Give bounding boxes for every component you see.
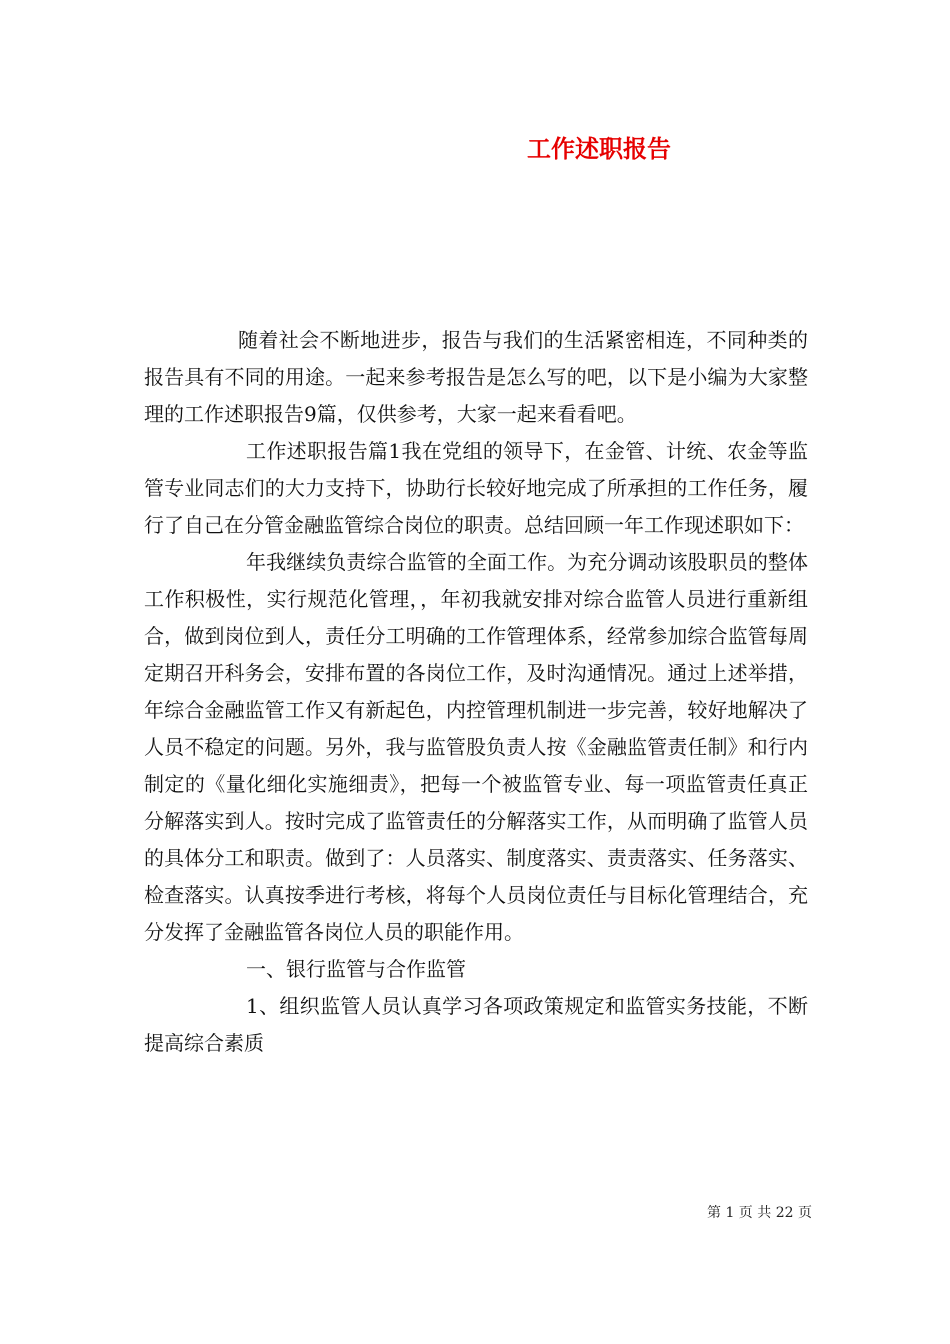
paragraph-intro: 随着社会不断地进步，报告与我们的生活紧密相连，不同种类的报告具有不同的用途。一起来参考报告是怎么写的吧，以下是小编为大家整理的工作述职报告9篇，仅供参考，大家一起来看看吧。	[144, 328, 808, 426]
section-heading-banking-supervision: 一、银行监管与合作监管	[246, 957, 466, 981]
list-item-1: 1、组织监管人员认真学习各项政策规定和监管实务技能，不断提高综合素质	[144, 994, 808, 1055]
paragraph-section-1: 工作述职报告篇1我在党组的领导下，在金管、计统、农金等监管专业同志们的大力支持下，协助行长较好地完成了所承担的工作任务，履行了自己在分管金融监管综合岗位的职责。总结回顾一年工作现述职如下：	[144, 439, 808, 537]
paragraph-year-summary: 年我继续负责综合监管的全面工作。为充分调动该股职员的整体工作积极性，实行规范化管理，，年初我就安排对综合监管人员进行重新组合，做到岗位到人，责任分工明确的工作管理体系，经常参加综合监管每周定期召开科务会，安排布置的各岗位工作，及时沟通情况。通过上述举措，年综合金融监管工作又有新起色，内控管理机制进一步完善，较好地解决了人员不稳定的问题。另外，我与监管股负责人按《金融监管责任制》和行内制定的《量化细化实施细责》，把每一个被监管专业、每一项监管责任真正分解落实到人。按时完成了监管责任的分解落实工作，从而明确了监管人员的具体分工和职责。做到了：人员落实、制度落实、责责落实、任务落实、检查落实。认真按季进行考核，将每个人员岗位责任与目标化管理结合，充分发挥了金融监管各岗位人员的职能作用。	[144, 550, 808, 944]
page-number-footer: 第 1 页 共 22 页	[707, 1205, 812, 1221]
document-body	[144, 322, 808, 1062]
document-title: 工作述职报告	[527, 134, 671, 163]
